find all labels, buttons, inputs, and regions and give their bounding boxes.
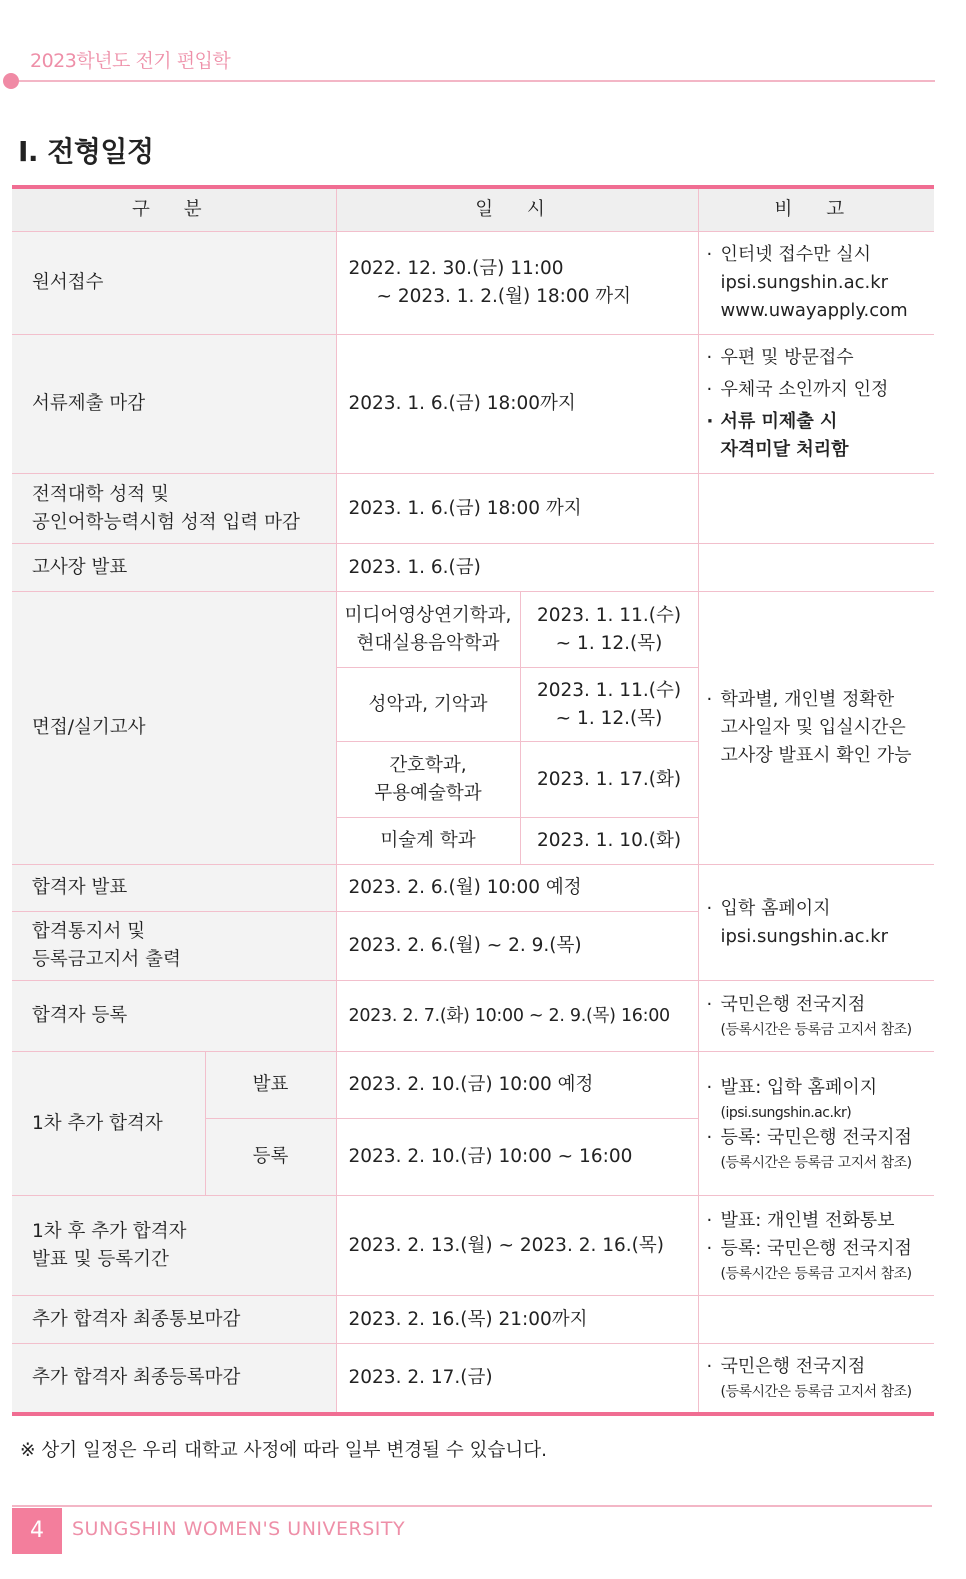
page-number: 4 [12,1508,62,1554]
row-date: 2023. 1. 6.(금) 18:00까지 [336,335,698,474]
department-cell: 미술계 학과 [336,818,520,865]
row-note: · 발표: 입학 홈페이지 (ipsi.sungshin.ac.kr) · 등록: 국민은행 전국지점 (등록시간은 등록금 고지서 참조) [698,1052,934,1196]
row-note: · 우편 및 방문접수 · 우체국 소인까지 인정 · 서류 미제출 시 자격미달 처리함 [698,335,934,474]
row-date: 2023. 2. 10.(금) 10:00 예정 [336,1052,698,1119]
row-date: 2023. 2. 17.(금) [336,1344,698,1414]
row-label: 1차 후 추가 합격자 발표 및 등록기간 [12,1196,336,1296]
row-note: · 국민은행 전국지점 (등록시간은 등록금 고지서 참조) [698,1344,934,1414]
row-date: 2023. 2. 6.(월) ~ 2. 9.(목) [336,912,698,981]
row-date: 2022. 12. 30.(금) 11:00 ~ 2023. 1. 2.(월) 18:00 까지 [336,232,698,335]
section-title: Ⅰ. 전형일정 [18,135,154,168]
header-divider [10,80,935,82]
row-date: 2023. 2. 16.(목) 21:00까지 [336,1296,698,1344]
footer-divider [12,1505,932,1507]
row-label: 합격통지서 및 등록금고지서 출력 [12,912,336,981]
row-label: 합격자 등록 [12,981,336,1052]
university-name: SUNGSHIN WOMEN'S UNIVERSITY [72,1518,406,1540]
schedule-table-wrapper [12,185,934,1416]
department-date: 2023. 1. 11.(수) ~ 1. 12.(목) [520,668,698,742]
department-date: 2023. 1. 10.(화) [520,818,698,865]
header-title: 2023학년도 전기 편입학 [30,50,231,72]
row-label: 전적대학 성적 및 공인어학능력시험 성적 입력 마감 [12,474,336,544]
row-sublabel: 등록 [205,1119,336,1196]
row-note: · 학과별, 개인별 정확한 고사일자 및 입실시간은 고사장 발표시 확인 가능 [698,592,934,865]
table-row [12,1344,934,1414]
row-note: · 입학 홈페이지 ipsi.sungshin.ac.kr [698,865,934,981]
row-note [698,544,934,592]
row-date: 2023. 1. 6.(금) 18:00 까지 [336,474,698,544]
department-cell: 간호학과, 무용예술학과 [336,742,520,818]
row-date: 2023. 2. 6.(월) 10:00 예정 [336,865,698,912]
table-row [12,474,934,544]
table-row [12,1296,934,1344]
header-remarks: 비 고 [698,187,934,232]
row-sublabel: 발표 [205,1052,336,1119]
row-label: 추가 합격자 최종등록마감 [12,1344,336,1414]
department-cell: 성악과, 기악과 [336,668,520,742]
row-note: · 발표: 개인별 전화통보 · 등록: 국민은행 전국지점 (등록시간은 등록금 고지서 참조) [698,1196,934,1296]
row-note: · 인터넷 접수만 실시 ipsi.sungshin.ac.kr www.uwayapply.com [698,232,934,335]
table-header-row [12,187,934,232]
row-label: 1차 추가 합격자 [12,1052,205,1196]
row-label: 추가 합격자 최종통보마감 [12,1296,336,1344]
row-note [698,1296,934,1344]
row-date: 2023. 2. 7.(화) 10:00 ~ 2. 9.(목) 16:00 [336,981,698,1052]
department-cell: 미디어영상연기학과, 현대실용음악학과 [336,592,520,668]
header-dot-icon [3,73,19,89]
table-row [12,1196,934,1296]
table-row [12,981,934,1052]
row-note: · 국민은행 전국지점 (등록시간은 등록금 고지서 참조) [698,981,934,1052]
row-note [698,474,934,544]
header-datetime: 일 시 [336,187,698,232]
table-row [12,592,934,668]
row-date: 2023. 1. 6.(금) [336,544,698,592]
row-label: 면접/실기고사 [12,592,336,865]
row-label: 고사장 발표 [12,544,336,592]
footnote: ※ 상기 일정은 우리 대학교 사정에 따라 일부 변경될 수 있습니다. [20,1440,547,1461]
row-date: 2023. 2. 10.(금) 10:00 ~ 16:00 [336,1119,698,1196]
row-label: 원서접수 [12,232,336,335]
table-row [12,865,934,912]
row-label: 합격자 발표 [12,865,336,912]
table-row [12,335,934,474]
row-label: 서류제출 마감 [12,335,336,474]
header-category: 구 분 [12,187,336,232]
row-date: 2023. 2. 13.(월) ~ 2023. 2. 16.(목) [336,1196,698,1296]
schedule-table [12,185,934,1416]
department-date: 2023. 1. 17.(화) [520,742,698,818]
table-row [12,544,934,592]
table-row [12,232,934,335]
table-row [12,1052,934,1119]
department-date: 2023. 1. 11.(수) ~ 1. 12.(목) [520,592,698,668]
